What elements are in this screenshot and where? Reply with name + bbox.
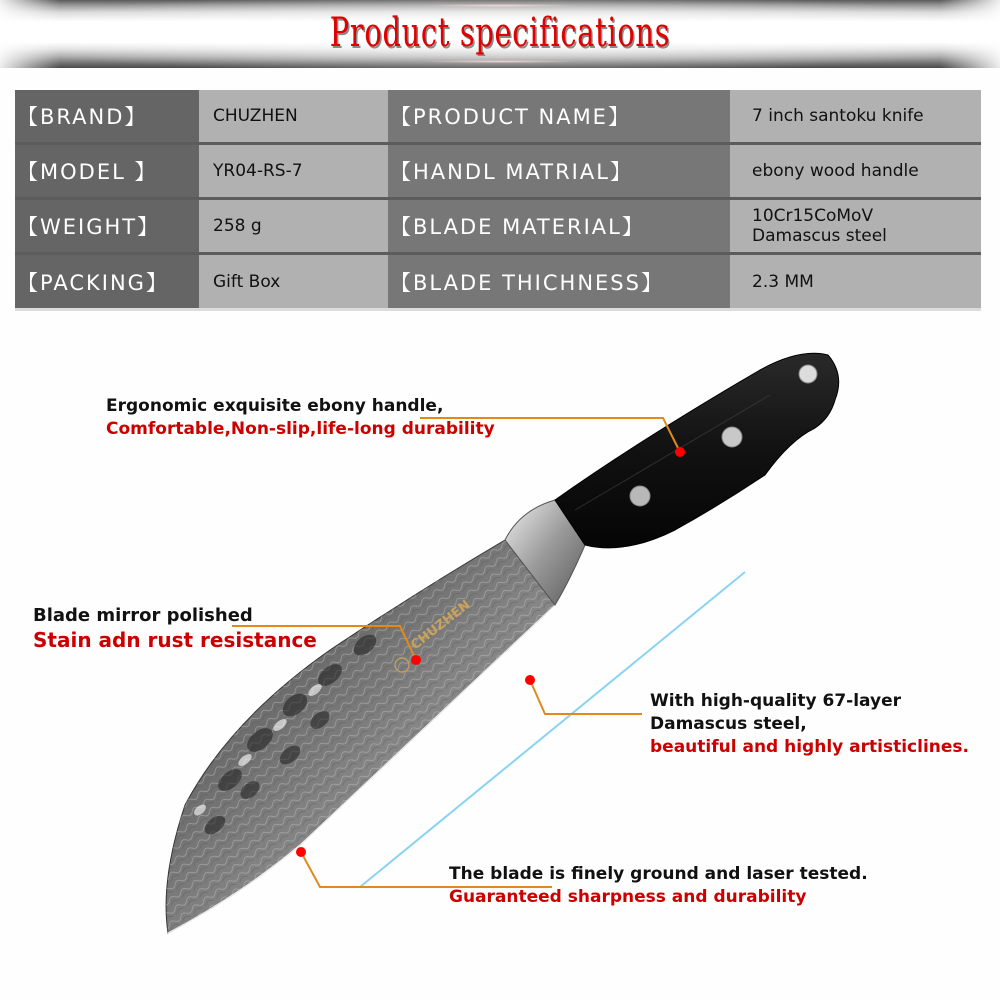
- handle-rivet-icon: [722, 427, 742, 447]
- marker-dot-mirror: [411, 655, 421, 665]
- spec-value-cell: [199, 200, 388, 252]
- callout-edge-title: The blade is finely ground and laser tested.: [449, 864, 868, 884]
- spec-label-cell: [388, 200, 730, 252]
- callout-damascus-title: With high-quality 67-layer: [650, 691, 901, 711]
- callout-damascus-subtitle: Damascus steel,: [650, 714, 807, 734]
- callout-handle-title: Ergonomic exquisite ebony handle,: [106, 396, 444, 416]
- marker-dot-edge: [296, 847, 306, 857]
- spec-value-handle-material: ebony wood handle: [752, 161, 919, 181]
- handle-rivet-icon: [630, 486, 650, 506]
- spec-label-cell: [15, 145, 199, 197]
- callout-edge: [449, 863, 868, 909]
- spec-value-brand: CHUZHEN: [213, 106, 298, 126]
- marker-dot-damascus: [525, 675, 535, 685]
- spec-label-cell: [15, 90, 199, 142]
- callout-edge-detail: Guaranteed sharpness and durability: [449, 887, 807, 907]
- spec-value-packing: Gift Box: [213, 271, 281, 292]
- spec-value-blade-material: [730, 206, 887, 246]
- spec-label-cell: [15, 200, 199, 252]
- spec-label-product-name: 【PRODUCT NAME】: [390, 105, 631, 129]
- spec-value-cell: [199, 255, 388, 308]
- callout-mirror: [33, 604, 317, 653]
- spec-value-blade-material-line2: Damascus steel: [752, 226, 887, 246]
- callout-mirror-detail: Stain adn rust resistance: [33, 628, 317, 652]
- table-shadow: [15, 308, 981, 311]
- callout-mirror-title: Blade mirror polished: [33, 605, 253, 626]
- spec-value-cell: [730, 200, 981, 252]
- spec-value-blade-material-line1: 10Cr15CoMoV: [752, 206, 874, 226]
- spec-label-weight: 【WEIGHT】: [17, 215, 161, 239]
- spec-value-cell: [730, 90, 981, 142]
- spec-row-packing: [15, 255, 981, 308]
- spec-label-brand: 【BRAND】: [17, 105, 148, 129]
- spec-row-brand: [15, 90, 981, 142]
- spec-row-model: [15, 145, 981, 197]
- callout-handle-detail: Comfortable,Non-slip,life-long durability: [106, 419, 495, 439]
- spec-label-packing: 【PACKING】: [17, 270, 169, 295]
- spec-value-cell: [199, 145, 388, 197]
- header-banner: [0, 0, 1000, 68]
- spec-label-cell: [388, 255, 730, 308]
- spec-value-cell: [199, 90, 388, 142]
- page-title: Product specifications: [329, 10, 671, 56]
- blade-engraving: CHUZHEN: [408, 597, 474, 654]
- spec-value-weight: 258 g: [213, 216, 262, 236]
- handle-rivet-icon: [799, 365, 817, 383]
- spec-label-cell: [15, 255, 199, 308]
- spec-label-model: 【MODEL 】: [17, 160, 158, 184]
- spec-label-handle-material: 【HANDL MATRIAL】: [390, 160, 633, 184]
- spec-label-cell: [388, 90, 730, 142]
- spec-value-cell: [730, 145, 981, 197]
- spec-label-cell: [388, 145, 730, 197]
- spec-table: [15, 90, 981, 308]
- marker-dot-handle: [675, 447, 685, 457]
- spec-label-blade-thickness: 【BLADE THICHNESS】: [390, 270, 664, 295]
- spec-label-blade-material: 【BLADE MATERIAL】: [390, 215, 645, 239]
- spec-value-model: YR04-RS-7: [213, 161, 303, 181]
- spec-value-product-name: 7 inch santoku knife: [752, 106, 924, 126]
- callout-handle: [106, 395, 495, 441]
- spec-value-blade-thickness: 2.3 MM: [752, 271, 814, 292]
- callout-damascus: [650, 690, 969, 759]
- spec-row-weight: [15, 200, 981, 252]
- callout-damascus-detail: beautiful and highly artisticlines.: [650, 737, 969, 757]
- knife-handle: [555, 353, 839, 548]
- spec-value-cell: [730, 255, 981, 308]
